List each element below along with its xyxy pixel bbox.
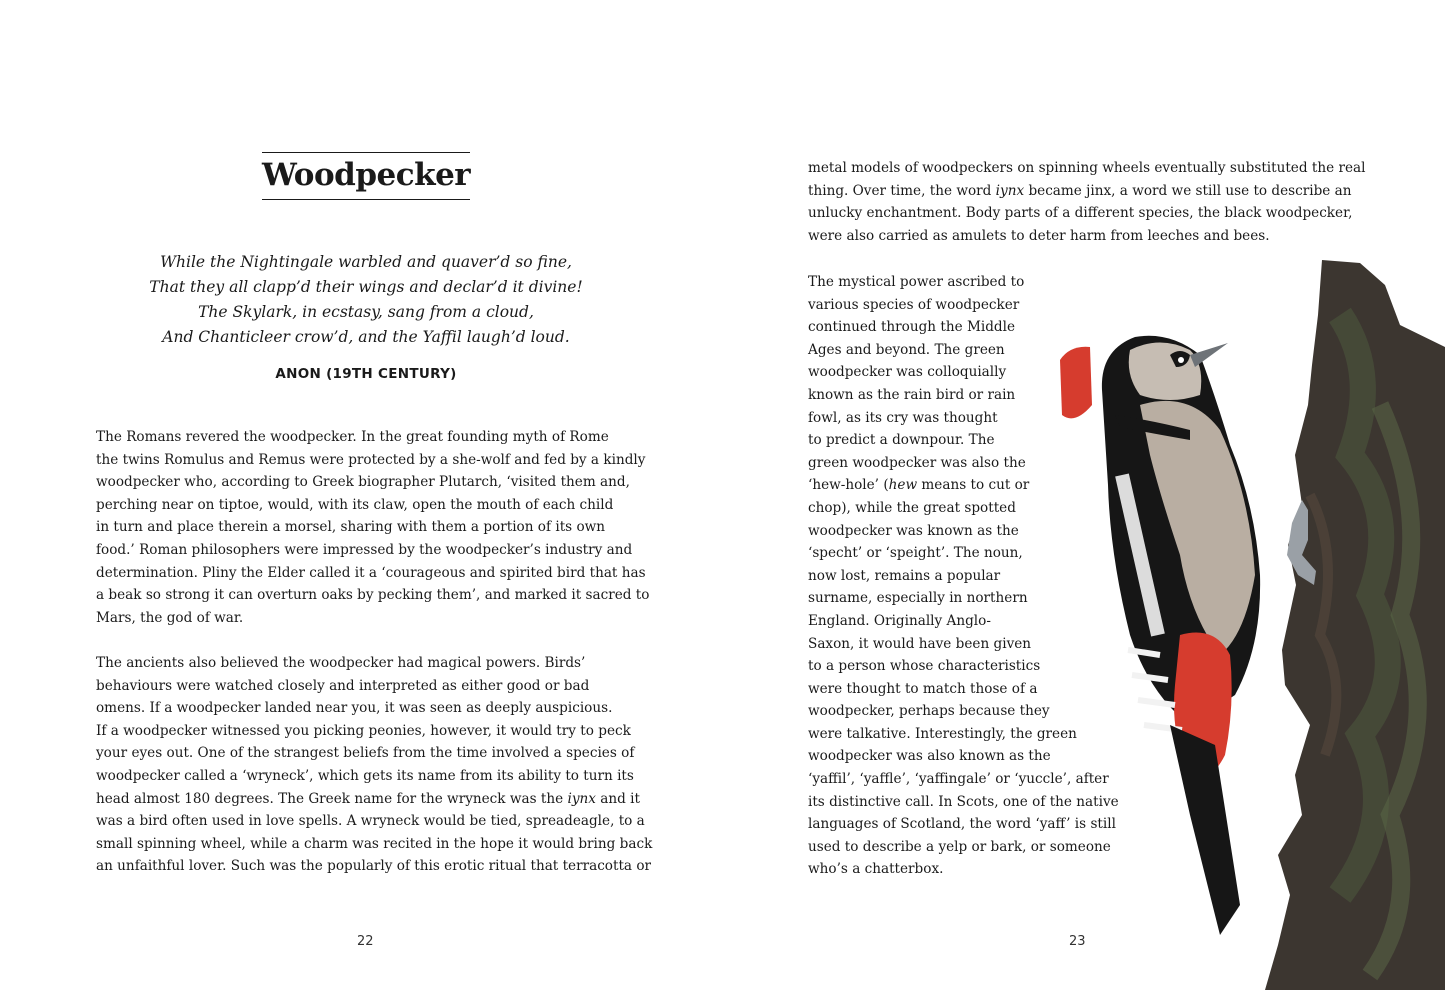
text-line: If a woodpecker witnessed you picking peonies, however, it would try to peck <box>96 722 631 739</box>
text-line: ‘specht’ or ‘speight’. The noun, <box>808 545 1023 562</box>
text-line: a beak so strong it can overturn oaks by pecking them’, and marked it sacred to <box>96 587 650 604</box>
woodpecker-eye <box>1178 357 1184 363</box>
text-line: were thought to match those of a <box>808 680 1038 697</box>
text-line: The mystical power ascribed to <box>808 274 1025 290</box>
text-line: various species of woodpecker <box>808 296 1020 313</box>
poem-line: While the Nightingale warbled and quaver’d so fine, <box>160 253 572 271</box>
text-line: woodpecker was known as the <box>808 522 1019 539</box>
text-line: continued through the Middle <box>808 319 1016 336</box>
text-line: languages of Scotland, the word ‘yaff’ is still <box>808 816 1116 833</box>
text-segment: thing. Over time, the word <box>808 182 996 199</box>
text-line: omens. If a woodpecker landed near you, it was seen as deeply auspicious. <box>96 700 613 717</box>
text-line: its distinctive call. In Scots, one of the native <box>808 793 1119 810</box>
poem-line: And Chanticleer crow’d, and the Yaffil laugh’d loud. <box>162 328 570 346</box>
text-line: behaviours were watched closely and interpreted as either good or bad <box>96 677 590 694</box>
text-line: woodpecker, perhaps because they <box>808 703 1050 720</box>
text-line: Saxon, it would have been given <box>808 635 1032 652</box>
text-line: perching near on tiptoe, would, with its claw, open the mouth of each child <box>96 496 614 513</box>
text-line: known as the rain bird or rain <box>808 386 1016 403</box>
text-segment: means to cut or <box>917 477 1030 494</box>
text-line: your eyes out. One of the strangest beliefs from the time involved a species of <box>96 745 635 762</box>
text-line: who’s a chatterbox. <box>808 861 944 878</box>
page-number-right: 23 <box>1069 934 1086 949</box>
text-line <box>96 788 652 811</box>
paragraph-continued <box>808 157 1365 247</box>
text-segment: ‘hew-hole’ ( <box>808 477 889 494</box>
poem-attribution: ANON (19TH CENTURY) <box>275 366 457 382</box>
text-line: were also carried as amulets to deter harm from leeches and bees. <box>808 227 1270 244</box>
text-line: small spinning wheel, while a charm was recited in the hope it would bring back <box>96 835 653 852</box>
text-line: unlucky enchantment. Body parts of a different species, the black woodpecker, <box>808 205 1353 222</box>
text-line: was a bird often used in love spells. A wryneck would be tied, spreadeagle, to a <box>96 813 645 830</box>
woodpecker-face <box>1129 343 1202 401</box>
text-line: The ancients also believed the woodpecker had magical powers. Birds’ <box>96 655 586 671</box>
text-line: Ages and beyond. The green <box>808 341 1005 358</box>
text-line: woodpecker who, according to Greek biographer Plutarch, ‘visited them and, <box>96 474 630 491</box>
text-line: woodpecker was colloquially <box>808 364 1007 381</box>
paragraph-romans <box>96 426 649 629</box>
text-line: to a person whose characteristics <box>808 658 1041 675</box>
text-line: food.’ Roman philosophers were impressed by the woodpecker’s industry and <box>96 541 633 558</box>
text-segment: head almost 180 degrees. The Greek name for the wryneck was the <box>96 790 568 807</box>
text-line: an unfaithful lover. Such was the popularly of this erotic ritual that terracotta or <box>96 858 652 875</box>
page-title: Woodpecker <box>262 157 471 193</box>
woodpecker-beak <box>1190 343 1228 367</box>
poem-epigraph <box>96 250 636 350</box>
text-line: to predict a downpour. The <box>808 432 995 449</box>
text-line: metal models of woodpeckers on spinning wheels eventually substituted the real <box>808 160 1366 176</box>
text-line <box>808 474 1119 497</box>
text-line: England. Originally Anglo- <box>808 612 991 629</box>
poem-line: The Skylark, in ecstasy, sang from a cloud, <box>198 303 534 321</box>
left-page <box>0 0 722 990</box>
text-line: woodpecker called a ‘wryneck’, which gets its name from its ability to turn its <box>96 767 634 784</box>
text-line: the twins Romulus and Remus were protected by a she-wolf and fed by a kindly <box>96 451 646 468</box>
italic-term: iynx <box>995 182 1025 199</box>
text-line: fowl, as its cry was thought <box>808 409 998 426</box>
paragraph-mystical <box>808 271 1119 881</box>
text-line: were talkative. Interestingly, the green <box>808 725 1077 742</box>
text-line: determination. Pliny the Elder called it a ‘courageous and spirited bird that has <box>96 564 646 581</box>
page-number-left: 22 <box>357 934 374 949</box>
tree-bark <box>1265 260 1445 990</box>
text-line: ‘yaffil’, ‘yaffle’, ‘yaffingale’ or ‘yuccle’, after <box>808 771 1109 788</box>
text-line: used to describe a yelp or bark, or someone <box>808 838 1111 855</box>
poem-line: That they all clapp’d their wings and declar’d it divine! <box>149 278 583 296</box>
text-segment: became jinx, a word we still use to describe an <box>1024 182 1352 199</box>
text-line: green woodpecker was also the <box>808 454 1026 471</box>
text-line: Mars, the god of war. <box>96 609 244 626</box>
title-rule-box <box>262 152 470 200</box>
text-line: The Romans revered the woodpecker. In the great founding myth of Rome <box>96 429 609 445</box>
text-segment: and it <box>595 790 640 807</box>
text-line: chop), while the great spotted <box>808 499 1016 516</box>
text-line: in turn and place therein a morsel, sharing with them a portion of its own <box>96 519 606 536</box>
paragraph-ancients <box>96 652 652 878</box>
text-line: now lost, remains a popular <box>808 567 1001 584</box>
woodpecker-tail <box>1170 725 1240 935</box>
text-line <box>808 180 1365 203</box>
italic-term: hew <box>888 477 918 494</box>
text-line: surname, especially in northern <box>808 590 1028 607</box>
italic-term: iynx <box>567 790 596 807</box>
text-line: woodpecker was also known as the <box>808 748 1051 765</box>
